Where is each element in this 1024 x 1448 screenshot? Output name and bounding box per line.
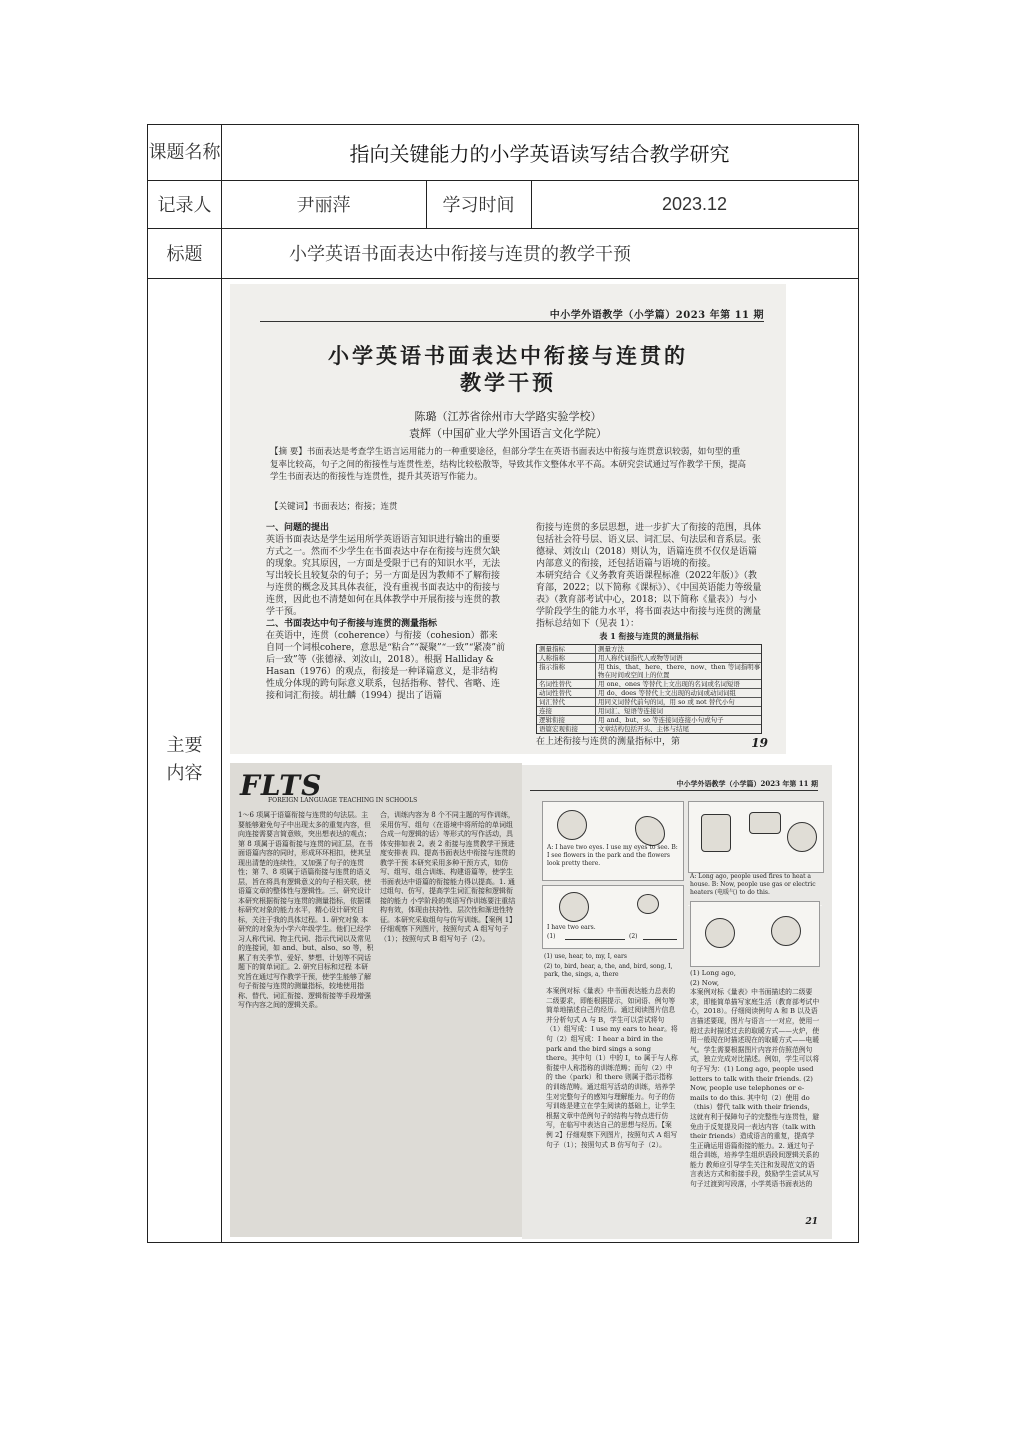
table-cell-method: 用人称代词指代人或物等词语 [598, 654, 683, 662]
author-1: 陈璐（江苏省徐州市大学路实验学校） [414, 410, 602, 423]
window-icon [749, 812, 781, 834]
answer-line-label: (2) [629, 933, 638, 940]
child-face-icon [557, 810, 587, 840]
illustration-letter-writing [690, 901, 820, 967]
table-cell-method: 用 and、but、so 等连接词连接小句或句子 [598, 716, 724, 724]
column-text: 合，训练内容为 8 个不同主题的写作训练，采用仿写、组句（在语境中将所给的单词组合成一句逻辑的话）等形式的写作活动，具体安排如表 2。表 2 衔接与连贯教学干预进度安排表 四、提高书面表达中衔接与连贯的教学干预 本研究采用多种干预方式，如仿写、组写、组合训练、构建语篇等，使学生书面表达中语篇的衔接能力得以提高。1. 通过组句、仿写，提高学生词汇衔接和逻辑衔接的能力 小学阶段的英语写作训练要注重结构有效，体现由扶持性、层次性和渐进性特征。本研究采取组句与仿写训练。【案例 1】仔细观察下列图片，按照句式 A 组写句子（1）；按照句式 B 组写句子（2）。 [380, 811, 516, 943]
article-column-left [266, 522, 506, 702]
table-cell-indicator: 指示指称 [537, 663, 596, 679]
figure-caption: I have two ears. [547, 924, 596, 931]
study-time-label: 学习时间 [442, 195, 515, 216]
section-heading-2: 二、书面表达中句子衔接与连贯的测量指标 [266, 619, 438, 629]
table-cell-indicator: 词汇替代 [537, 698, 596, 706]
article-title [250, 342, 766, 396]
page-number: 21 [805, 1217, 818, 1227]
word-bank-1: (1) use, hear, to, my, I, ears [544, 953, 627, 960]
row-divider [148, 278, 858, 279]
table-cell-method: 测量方法 [598, 645, 624, 653]
word-bank-2: (2) to, bird, hear, a, the, and, bird, song, I, park, the, sings, a, there [544, 963, 673, 978]
page-number: 19 [751, 736, 768, 750]
topic-value: 指向关键能力的小学英语读写结合教学研究 [349, 142, 730, 166]
recorder-label: 记录人 [157, 195, 212, 216]
flower-icon [635, 816, 665, 846]
table-row [537, 679, 761, 688]
article-title-line2: 教学干预 [460, 370, 556, 395]
table-row [537, 706, 761, 715]
table-row [537, 645, 761, 653]
bird-icon [637, 894, 659, 914]
child-face-icon [559, 892, 589, 922]
illustration-heating [688, 801, 824, 873]
article-scan-page-19 [230, 284, 786, 754]
table-row [537, 715, 761, 724]
figure-caption: A: Long ago, people used fires to heat a house. B: Now, people use gas or electric heaters (电暖气) to do this. [690, 873, 816, 896]
article-scan-page-20 [230, 763, 522, 1237]
article-column-left: 本案例对标《量表》中书面表达能力总表的二级要求，即能根据提示，如词语、例句等简单地描述自己的经历。通过阅读图片信息并分析句式 A 与 B，学生可以尝试将句（1）组写成：I use my ears to hear。将句（2）组写成：I hear a bird in the park and the bird sings a song there。其中句（1）中的 I，to 属于与人称衔接中人称指称的训练范畴；而句（2）中的 the（park）和 there 则属于指示指称的训练范畴。通过组写活动的训练，培养学生对完整句子的感知与理解能力。句子的仿写训练是建立在学生阅读的基础上，让学生根据文章中范例句子的结构与特点进行仿写，在临写中表达自己的思想与经历。【案例 2】仔细观察下列图片，按照句式 A 组写句子（1）；按照句式 B 仿写句子（2）。 [546, 987, 678, 1149]
table-cell-method: 用 do、does 等替代上文出现的动词或动词词组 [598, 689, 736, 697]
answer-line-label: (1) Long ago, [690, 969, 736, 977]
article-column-right [380, 811, 516, 944]
table-cell-method: 用 one、ones 等替代上文出现的名词或名词短语 [598, 680, 740, 688]
table-cell-indicator: 测量指标 [537, 645, 596, 653]
journal-header: 中小学外语教学（小学篇）2023 年第 11 期 [676, 779, 818, 788]
article-column-left: 1～6 项属于语篇衔接与连贯的句法层。主要能够避免句子中出现太多的重复内容，但向连接需要言简意赅，突出想表达的观点；第 8 项属于语篇衔接与连贯的词汇层，在书面语篇内容的同时，形成环环相扣，使其呈现出清楚的连续性，又加强了句子的连贯性；第 7、8 项属于语篇衔接与连贯的语义层，旨在将具有逻辑意义的句子相关联，使语篇文章的整体性与逻辑性。三、研究设计 本研究根据衔接与连贯的测量指标，依据课标研究对象的能力水平，精心设计研究目标，关注于我的具体过程。1. 研究对象 本研究的对象为小学六年级学生。他们已经学习人称代词、物主代词、指示代词以及常见的连接词，如 and、but、also、so 等，积累了有关季节、爱好、梦想、计划等不同话题下的简单词汇。2. 研究目标和过程 本研究旨在通过写作教学干预，使学生能够了解句子衔接与连贯的测量指标，较地使用指称、替代、词汇衔接、逻辑衔接等手段增强写作内容之间的逻辑关系。 [238, 811, 374, 1009]
answer-line-label: (2) Now, [690, 978, 719, 987]
article-column-right [690, 901, 820, 1190]
article-keywords: 【关键词】书面表达；衔接；连贯 [270, 502, 398, 512]
table-cell-indicator: 连接 [537, 707, 596, 715]
column-text: 本案例对标《量表》中书面描述的二级要求，即能简单描写家庭生活（教育部考试中心，2018）。仔细阅读例句 A 和 B 以及语言描述要现，图片与语言一一对应，使用一般过去时描述过去的取暖方式——火炉，使用一般现在时描述现在的取暖方式——电暖气。学生需要根据图片内容并仿照范例句式，独立完成对比描述。例如，学生可以将句子写为：(1) Long ago, people used letters to talk with their friends. (2) Now, people use telephones or e-mails to do this. 其中句（2）使用 do（this）替代 talk with their friends，这就有利于保障句子的完整性与连贯性，避免由于反复提及同一表达内容（talk with their friends）造成语言的重复，提高学生正确运用语篇衔接的能力。2. 通过句子组合训练，培养学生组织语段间逻辑关系的能力 教师应引导学生关注和发现范文的语言表达方式和衔接手段，鼓励学生尝试从写句子过渡到写段落，小学英语书面表达的 [690, 988, 820, 1189]
journal-header: 中小学外语教学（小学篇）2023 年第 11 期 [549, 310, 764, 321]
title-value: 小学英语书面表达中衔接与连贯的教学干预 [289, 244, 631, 265]
illustration-eyes [542, 801, 684, 881]
section-text-1: 英语书面表达是学生运用所学英语语言知识进行输出的重要方式之一。然而不少学生在书面表达中存在衔接与连贯欠缺的现象。究其原因，一方面是受限于已有的知识水平，无法写出较长且较复杂的句子；另一方面是因为教师不了解衔接与连贯的概念及其具体表征，没有重视书面表达中的衔接与连贯，因此也不清楚如何在具体教学中开展衔接与连贯的教学干预。 [266, 535, 501, 617]
illustration-ears [542, 885, 684, 949]
table-cell-method: 用词汇、短语等连接词 [598, 707, 663, 715]
article-column-right [536, 522, 762, 748]
table-cell-indicator: 人称指称 [537, 654, 596, 662]
article-title-line1: 小学英语书面表达中衔接与连贯的 [328, 343, 688, 368]
table-row [537, 662, 761, 679]
table-cell-indicator: 动词性替代 [537, 689, 596, 697]
table-cell-method: 用 this、that、here、there、now、then 等词指明事物在时间或空间上的位置 [598, 663, 761, 679]
topic-label: 课题名称 [148, 141, 221, 163]
article-authors [230, 408, 786, 442]
header-rule [260, 321, 764, 322]
section-text-2: 在英语中，连贯（coherence）与衔接（cohesion）都来自同一个词根cohere，意思是“粘合”“凝聚”“一致”“紧凑”前后一致”等（张德禄、刘汝山，2018）。根据 Halliday & Hasan（1976）的观点，衔接是一种译篇意义，是非结构性成分体现的跨句际意义联系，包括指称、替代、省略、连接和词汇衔接。胡壮麟（1994）提出了语篇 [266, 631, 506, 701]
article-abstract: 【摘 要】书面表达是考查学生语言运用能力的一种重要途径，但部分学生在英语书面表达中衔接与连贯意识较弱，如句型的重复率比较高，句子之间的衔接性与连贯性差，结构比较松散等，导致其作文整体水平不高。本研究尝试通过写作教学干预，提高学生书面表达的衔接性与连贯性，提升其英语写作能力。 [270, 447, 747, 482]
figure-caption: A: I have two eyes. I use my eyes to see. B: I see flowers in the park and the flowers look pretty there. [547, 844, 678, 867]
stove-icon [701, 814, 731, 852]
title-label: 标题 [166, 244, 203, 265]
journal-logo: FLTS [240, 769, 323, 802]
table-row [537, 688, 761, 697]
section-heading-1: 一、问题的提出 [266, 523, 330, 533]
study-time-value: 2023.12 [661, 193, 728, 214]
recorder-value: 尹丽萍 [296, 195, 351, 216]
person-icon [787, 822, 817, 852]
label-column-divider [221, 125, 222, 1242]
table-row [537, 697, 761, 706]
author-2: 袁辉（中国矿业大学外国语言文化学院） [409, 427, 607, 440]
measurement-table [536, 644, 762, 734]
answer-line [565, 939, 625, 940]
column-text-2: 本研究结合《义务教育英语课程标准（2022年版）》（教育部，2022；以下简称《课标》）、《中国英语能力等级量表》（教育部考试中心，2018；以下简称《量表》）与小学阶段学生的能力水平，将书面表达中衔接与连贯的测量指标总结如下（见表 1）： [536, 571, 762, 629]
header-rule [530, 790, 818, 791]
table-cell-method: 用同义词替代前句的词，用 so 或 not 替代小句 [598, 698, 735, 706]
answer-line-label: (1) [547, 933, 556, 940]
table-row [537, 724, 761, 733]
table-cell-indicator: 逻辑衔接 [537, 716, 596, 724]
person-writing-icon [705, 918, 735, 948]
table-title: 表 1 衔接与连贯的测量指标 [599, 631, 699, 641]
answer-line [643, 939, 677, 940]
column-tail-text: 在上述衔接与连贯的测量指标中，第 [536, 737, 681, 747]
person-phone-icon [771, 916, 801, 946]
table-row [537, 653, 761, 662]
column-text: 衔接与连贯的多层思想，进一步扩大了衔接的范围，具体包括社会符号层、语义层、词汇层、句法层和音系层。张德禄、刘汝山（2018）则认为，语篇连贯不仅仅是语篇内部意义的衔接，还包括语篇与语境的衔接。 [536, 523, 762, 569]
table-cell-indicator: 语篇宏观衔接 [537, 725, 596, 733]
journal-logo-subtitle: FOREIGN LANGUAGE TEACHING IN SCHOOLS [268, 797, 418, 804]
article-scan-page-21 [522, 765, 832, 1239]
content-label: 主要内容 [166, 735, 203, 784]
table-cell-method: 文章结构包括开头、主体与结尾 [598, 725, 689, 733]
table-cell-indicator: 名词性替代 [537, 680, 596, 688]
